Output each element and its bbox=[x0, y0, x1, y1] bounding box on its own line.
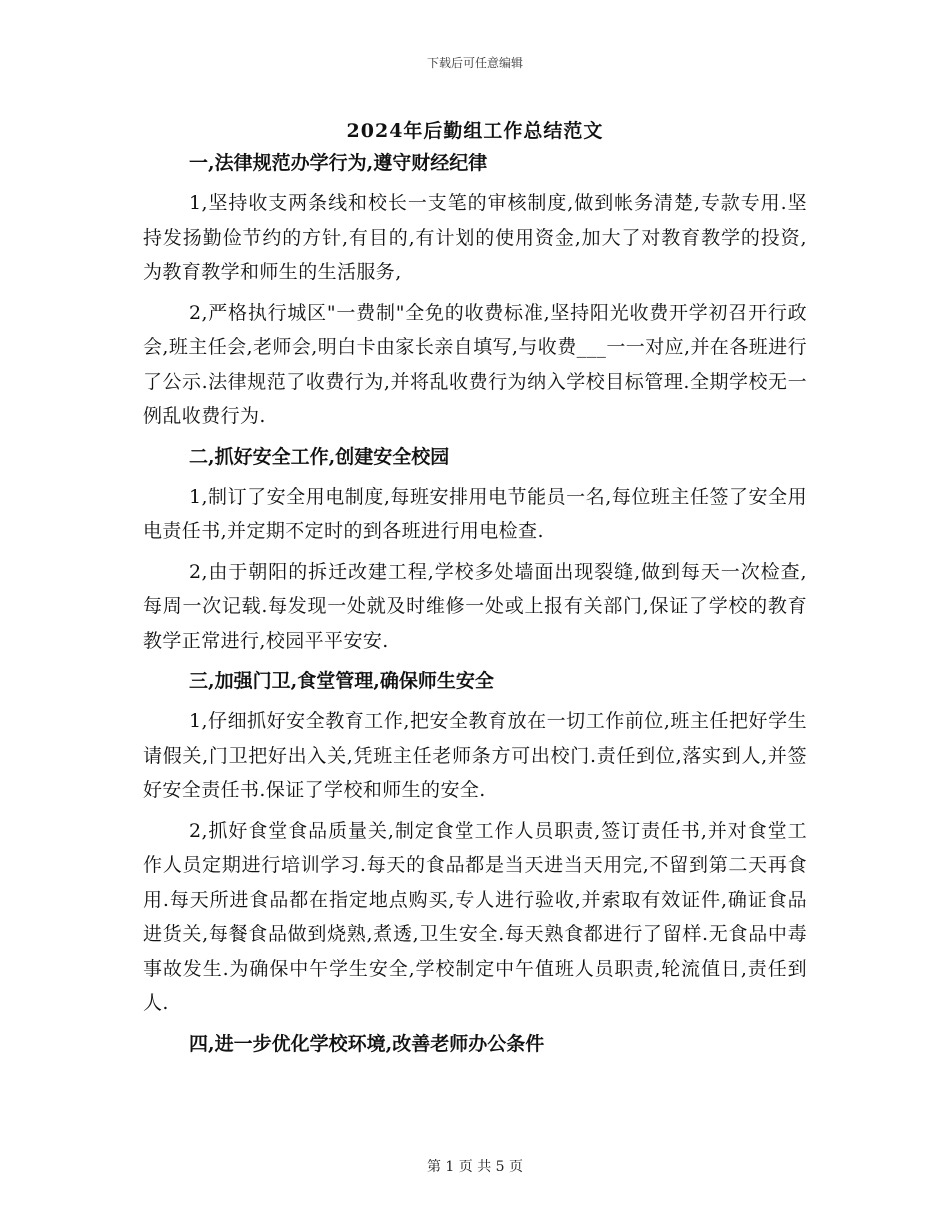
paragraph: 1,制订了安全用电制度,每班安排用电节能员一名,每位班主任签了安全用电责任书,并定期不定时的到各班进行用电检查. bbox=[143, 485, 807, 542]
page-footer: 第 1 页 共 5 页 bbox=[426, 1159, 524, 1175]
section-1 bbox=[143, 146, 807, 434]
section-4 bbox=[143, 1027, 807, 1061]
header-note: 下载后可任意编辑 bbox=[426, 56, 523, 70]
section-heading: 三,加强门卫,食堂管理,确保师生安全 bbox=[189, 670, 494, 692]
paragraph: 2,由于朝阳的拆迁改建工程,学校多处墙面出现裂缝,做到每天一次检查,每周一次记载.每发现一处就及时维修一处或上报有关部门,保证了学校的教育教学正常进行,校园平平安安. bbox=[143, 560, 807, 652]
section-heading: 一,法律规范办学行为,遵守财经纪律 bbox=[189, 152, 488, 174]
document-title: 2024年后勤组工作总结范文 bbox=[346, 120, 604, 142]
section-2 bbox=[143, 440, 807, 659]
paragraph: 1,坚持收支两条线和校长一支笔的审核制度,做到帐务清楚,专款专用.坚持发扬勤俭节约的方针,有目的,有计划的使用资金,加大了对教育教学的投资,为教育教学和师生的生活服务, bbox=[143, 192, 807, 283]
section-heading: 四,进一步优化学校环境,改善老师办公条件 bbox=[189, 1032, 545, 1055]
paragraph: 2,严格执行城区"一费制"全免的收费标准,坚持阳光收费开学初召开行政会,班主任会,老师会,明白卡由家长亲自填写,与收费___一一对应,并在各班进行了公示.法律规范了收费行为,并将乱收费行为纳入学校目标管理.全期学校无一例乱收费行为. bbox=[143, 301, 807, 427]
paragraph: 1,仔细抓好安全教育工作,把安全教育放在一切工作前位,班主任把好学生请假关,门卫把好出入关,凭班主任老师条方可出校门.责任到位,落实到人,并签好安全责任书.保证了学校和师生的安全. bbox=[143, 710, 807, 801]
paragraph: 2,抓好食堂食品质量关,制定食堂工作人员职责,签订责任书,并对食堂工作人员定期进行培训学习.每天的食品都是当天进当天用完,不留到第二天再食用.每天所进食品都在指定地点购买,专人进行验收,并索取有效证件,确证食品进货关,每餐食品做到烧熟,煮透,卫生安全.每天熟食都进行了留样.无食品中毒事故发生.为确保中午学生安全,学校制定中午值班人员职责,轮流值日,责任到人. bbox=[143, 819, 807, 1014]
section-3 bbox=[143, 664, 807, 1021]
section-heading: 二,抓好安全工作,创建安全校园 bbox=[189, 445, 450, 468]
document-body bbox=[143, 146, 807, 1067]
